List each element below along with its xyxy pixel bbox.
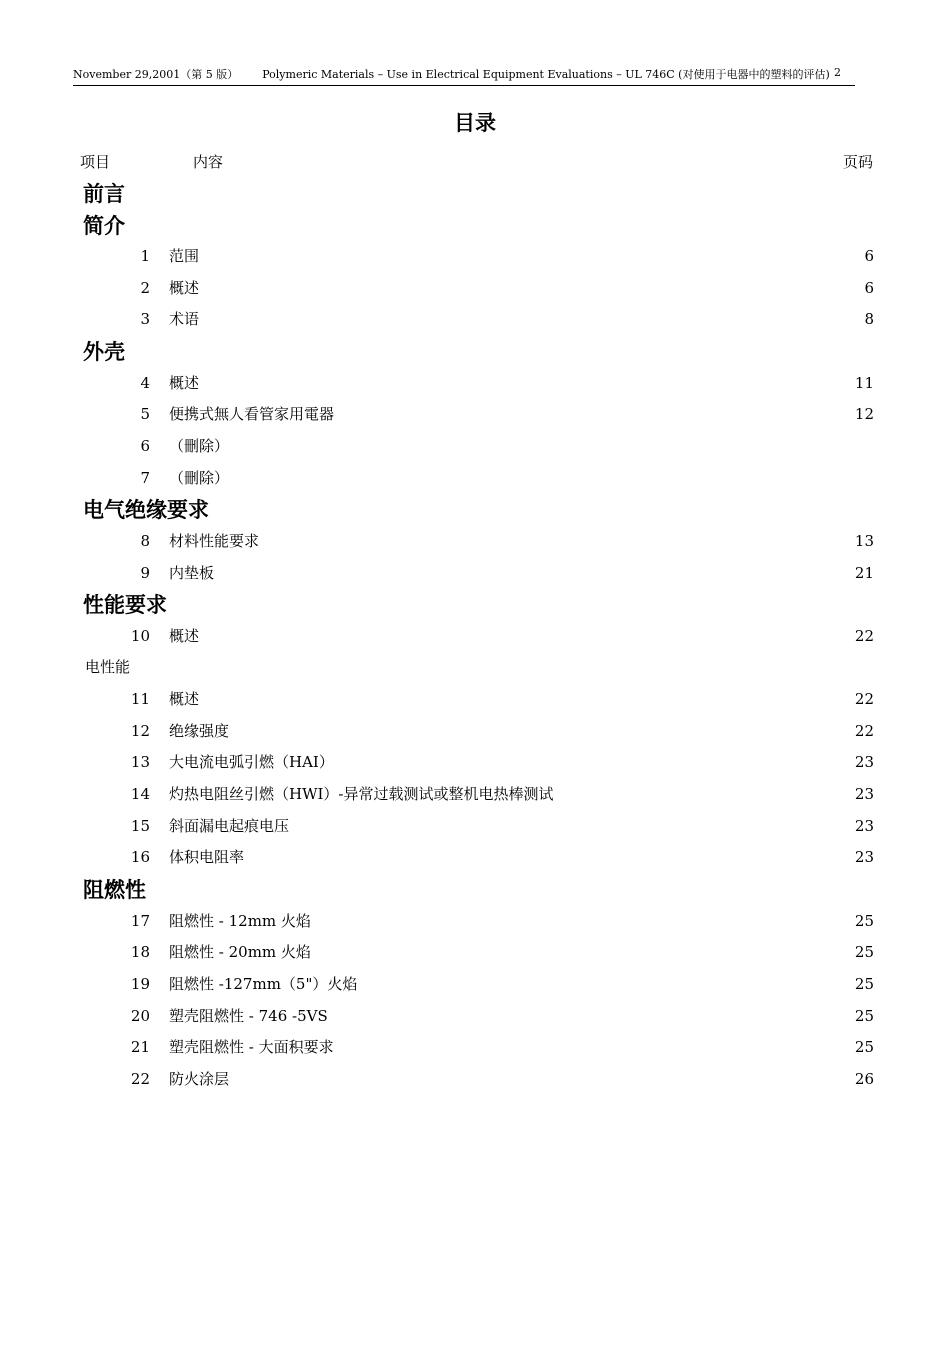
toc-entry	[0, 1032, 950, 1064]
header-page-number: 2	[834, 66, 841, 79]
toc-entry-page: 8	[864, 310, 874, 329]
toc-entry-number: 2	[140, 278, 150, 297]
toc-entry-number: 21	[130, 1038, 150, 1057]
toc-entry	[0, 526, 950, 558]
toc-entry-page: 12	[854, 405, 874, 424]
toc-entry-number: 15	[130, 816, 150, 835]
toc-entry-label: 塑壳阻燃性 - 746 -5VS	[169, 1006, 328, 1025]
toc-entry-number: 8	[140, 531, 150, 550]
toc-entry-page: 22	[854, 626, 874, 645]
toc-entry	[0, 304, 950, 336]
toc-entry-number: 6	[140, 436, 150, 455]
toc-entry-label: 术语	[169, 310, 200, 329]
toc-entry	[0, 969, 950, 1001]
column-header-item: 项目	[80, 153, 111, 171]
toc-entry-page: 25	[854, 1006, 874, 1025]
toc-entry-number: 17	[130, 911, 150, 930]
toc-entry-page: 23	[854, 848, 874, 867]
toc-entry-page: 25	[854, 911, 874, 930]
toc-entry-number: 16	[130, 848, 150, 867]
toc-section-heading: 简介	[83, 212, 125, 238]
toc-entry-page: 25	[854, 974, 874, 993]
toc-entry	[0, 1064, 950, 1096]
toc-entry	[0, 273, 950, 305]
column-header-page: 页码	[842, 153, 873, 171]
toc-entry-label: 便携式無人看管家用電器	[169, 405, 335, 424]
toc-entry	[0, 621, 950, 653]
toc-entry-number: 14	[130, 784, 150, 803]
header-document-title: Polymeric Materials – Use in Electrical Equipment Evaluations – UL 746C (对使用于电器中的塑料的评估)	[262, 68, 830, 81]
toc-entry-label: 内垫板	[169, 563, 215, 582]
toc-entry	[0, 811, 950, 843]
toc-section-heading: 电气绝缘要求	[83, 497, 209, 523]
toc-entry-page: 25	[854, 943, 874, 962]
toc-list	[0, 178, 950, 1096]
toc-entry-label: 概述	[169, 689, 200, 708]
toc-entry-page: 22	[854, 721, 874, 740]
toc-entry	[0, 747, 950, 779]
toc-entry-page: 23	[854, 784, 874, 803]
toc-entry-number: 5	[140, 405, 150, 424]
toc-section-heading: 前言	[83, 181, 125, 206]
toc-entry	[0, 368, 950, 400]
toc-section-heading: 阻燃性	[83, 877, 146, 902]
toc-entry-label: 概述	[169, 278, 200, 297]
toc-entry-label: 体积电阻率	[169, 848, 245, 867]
toc-entry	[0, 463, 950, 495]
toc-entry-label: 绝缘强度	[169, 721, 230, 740]
toc-entry-page: 25	[854, 1038, 874, 1057]
toc-entry	[0, 1001, 950, 1033]
toc-subsection-heading: 电性能	[85, 658, 131, 677]
toc-title: 目录	[454, 110, 496, 135]
toc-entry-page: 23	[854, 816, 874, 835]
toc-entry-label: 斜面漏电起痕电压	[169, 816, 290, 835]
toc-entry	[0, 842, 950, 874]
toc-entry	[0, 558, 950, 590]
toc-entry	[0, 241, 950, 273]
toc-entry-number: 20	[130, 1006, 150, 1025]
toc-entry-label: 范围	[169, 247, 200, 265]
toc-entry	[0, 399, 950, 431]
toc-entry-page: 6	[864, 247, 874, 265]
toc-entry	[0, 431, 950, 463]
toc-entry-page: 6	[864, 278, 874, 297]
toc-entry-label: 塑壳阻燃性 - 大面积要求	[169, 1038, 334, 1057]
toc-entry-number: 19	[130, 974, 150, 993]
toc-entry-page: 23	[854, 753, 874, 772]
toc-entry-label: 灼热电阻丝引燃（HWI）-异常过载测试或整机电热棒测试	[169, 784, 554, 803]
header-date: November 29,2001（第 5 版）	[73, 68, 239, 81]
toc-section-heading: 性能要求	[83, 592, 167, 618]
toc-entry-number: 12	[130, 721, 150, 740]
column-header-content: 内容	[193, 153, 224, 171]
toc-entry	[0, 779, 950, 811]
toc-entry-number: 18	[130, 943, 150, 962]
toc-entry-label: 概述	[169, 373, 200, 392]
toc-entry-number: 10	[130, 626, 150, 645]
toc-entry-label: 概述	[169, 626, 200, 645]
toc-entry-number: 9	[140, 563, 150, 582]
toc-entry-label: 阻燃性 - 20mm 火焰	[169, 943, 311, 962]
toc-entry-page: 26	[854, 1069, 874, 1088]
toc-entry-page: 11	[854, 373, 874, 392]
page-header	[73, 66, 855, 86]
toc-entry-label: 阻燃性 - 12mm 火焰	[169, 911, 311, 930]
toc-entry-number: 1	[140, 247, 150, 265]
toc-entry-number: 7	[140, 468, 150, 487]
toc-section-heading: 外壳	[83, 339, 125, 365]
toc-entry-label: 防火涂层	[169, 1069, 230, 1088]
toc-entry-number: 4	[140, 373, 150, 392]
toc-entry-label: （刪除）	[169, 436, 230, 455]
toc-entry-page: 21	[854, 563, 874, 582]
toc-entry-page: 22	[854, 689, 874, 708]
toc-entry-number: 3	[140, 310, 150, 329]
toc-entry-label: 大电流电弧引燃（HAI）	[169, 753, 334, 772]
toc-entry-number: 13	[130, 753, 150, 772]
toc-entry	[0, 906, 950, 938]
toc-entry	[0, 684, 950, 716]
toc-entry	[0, 937, 950, 969]
toc-entry	[0, 716, 950, 748]
toc-entry-number: 11	[130, 689, 150, 708]
toc-entry-number: 22	[130, 1069, 150, 1088]
toc-entry-page: 13	[854, 531, 874, 550]
toc-entry-label: 阻燃性 -127mm（5"）火焰	[169, 974, 358, 993]
toc-entry-label: 材料性能要求	[169, 531, 260, 550]
toc-entry-label: （刪除）	[169, 468, 230, 487]
